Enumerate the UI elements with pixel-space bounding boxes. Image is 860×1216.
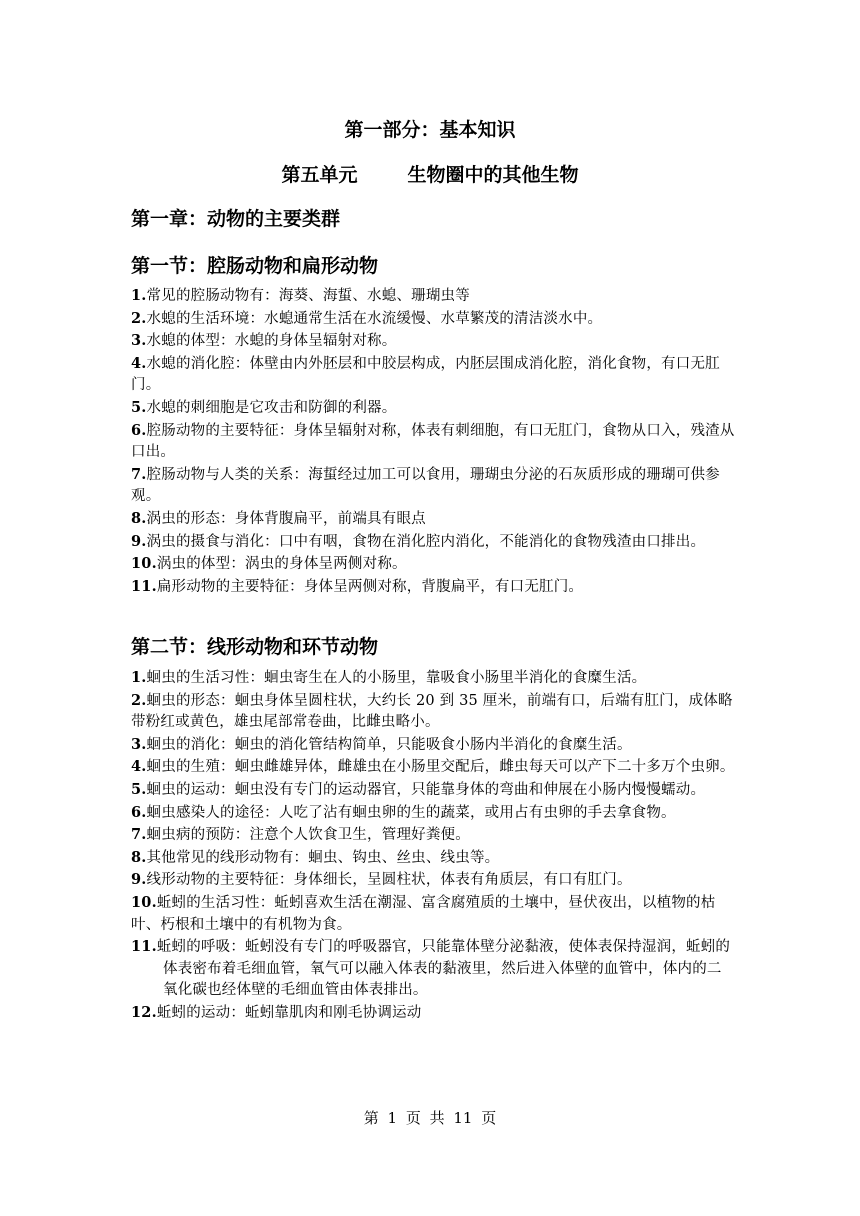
list-item (131, 802, 736, 825)
item-text: 其他常见的线形动物有：蛔虫、钩虫、丝虫、线虫等。 (146, 849, 500, 866)
item-text: 蛔虫的生殖：蛔虫雌雄异体，雌雄虫在小肠里交配后，雌虫每天可以产下二十多万个虫卵。 (146, 759, 735, 776)
list-item (131, 508, 736, 531)
item-number: 12. (131, 1003, 157, 1021)
item-number: 3. (131, 332, 147, 350)
item-text: 水螅的生活环境：水螅通常生活在水流缓慢、水草繁茂的清洁淡水中。 (146, 310, 603, 327)
unit-number: 第五单元 (281, 164, 358, 186)
section-2-list (131, 667, 736, 1025)
list-item (131, 779, 736, 802)
list-item (131, 847, 736, 870)
item-text: 水螅的体型：水螅的身体呈辐射对称。 (146, 333, 397, 350)
item-number: 1. (131, 669, 147, 686)
list-item (131, 285, 736, 308)
item-text: 水螅的消化腔：体壁由内外胚层和中胶层构成，内胚层围成消化腔，消化食物，有口无肛门。 (131, 355, 720, 394)
item-text: 蛔虫病的预防：注意个人饮食卫生，管理好粪便。 (146, 827, 470, 844)
item-text: 涡虫的形态：身体背腹扁平，前端具有眼点 (146, 510, 426, 527)
item-number: 7. (131, 826, 147, 844)
item-number: 11. (131, 577, 157, 595)
item-text: 蛔虫的消化：蛔虫的消化管结构简单，只能吸食小肠内半消化的食糜生活。 (146, 736, 632, 753)
item-number: 10. (131, 893, 157, 911)
item-text: 腔肠动物与人类的关系：海蜇经过加工可以食用，珊瑚虫分泌的石灰质形成的珊瑚可供参观。 (131, 466, 720, 505)
item-text: 蛔虫的运动：蛔虫没有专门的运动器官，只能靠身体的弯曲和伸展在小肠内慢慢蠕动。 (146, 781, 706, 798)
item-text: 蚯蚓的运动：蚯蚓靠肌肉和刚毛协调运动 (156, 1004, 422, 1021)
item-number: 6. (131, 803, 147, 821)
section-1-title: 第一节：腔肠动物和扁形动物 (131, 255, 379, 277)
list-item (131, 420, 736, 464)
item-number: 4. (131, 354, 147, 372)
item-number: 7. (131, 465, 147, 483)
list-item (131, 464, 736, 508)
list-item (131, 734, 736, 757)
item-text: 蛔虫的生活习性：蛔虫寄生在人的小肠里，靠吸食小肠里半消化的食糜生活。 (146, 670, 647, 686)
item-number: 6. (131, 421, 147, 439)
list-item (131, 892, 736, 936)
item-number: 11. (131, 938, 157, 956)
item-number: 5. (131, 398, 147, 416)
list-item (131, 397, 736, 420)
list-item (131, 824, 736, 847)
item-number: 10. (131, 555, 157, 573)
item-number: 2. (131, 691, 147, 709)
list-item (131, 667, 736, 690)
unit-title (0, 160, 860, 187)
section-1-list (131, 285, 736, 598)
list-item (131, 690, 736, 734)
item-number: 4. (131, 758, 147, 776)
page-footer: 第 1 页 共 11 页 (363, 1109, 497, 1127)
item-text: 蛔虫感染人的途径：人吃了沾有蛔虫卵的生的蔬菜，或用占有虫卵的手去拿食物。 (146, 804, 676, 821)
list-item (131, 553, 736, 576)
item-text: 蚯蚓的生活习性：蚯蚓喜欢生活在潮湿、富含腐殖质的土壤中，昼伏夜出，以植物的枯叶、朽根和土壤中的有机物为食。 (131, 894, 716, 933)
part-title: 第一部分：基本知识 (344, 119, 516, 141)
list-item (131, 756, 736, 779)
item-text: 常见的腔肠动物有：海葵、海蜇、水螅、珊瑚虫等 (146, 288, 470, 304)
item-number: 9. (131, 871, 147, 889)
item-number: 8. (131, 509, 147, 527)
list-item (131, 936, 736, 1002)
list-item (131, 353, 736, 397)
list-item (131, 531, 736, 554)
item-number: 1. (131, 287, 147, 304)
item-text: 腔肠动物的主要特征：身体呈辐射对称，体表有刺细胞，有口无肛门，食物从口入，残渣从口出。 (131, 422, 735, 461)
item-text: 水螅的刺细胞是它攻击和防御的利器。 (146, 399, 397, 416)
item-text: 涡虫的摄食与消化：口中有咽，食物在消化腔内消化，不能消化的食物残渣由口排出。 (146, 533, 706, 550)
unit-name: 生物圈中的其他生物 (407, 164, 579, 186)
item-number: 8. (131, 848, 147, 866)
item-number: 9. (131, 532, 147, 550)
section-2-title: 第二节：线形动物和环节动物 (131, 636, 379, 658)
list-item (131, 308, 736, 331)
list-item (131, 330, 736, 353)
item-text: 涡虫的体型：涡虫的身体呈两侧对称。 (156, 556, 407, 573)
item-number: 5. (131, 780, 147, 798)
item-number: 3. (131, 735, 147, 753)
chapter-title: 第一章：动物的主要类群 (131, 208, 341, 230)
list-item (131, 576, 736, 599)
item-text: 蛔虫的形态：蛔虫身体呈圆柱状，大约长 20 到 35 厘米，前端有口，后端有肛门，成体略带粉红或黄色，雄虫尾部常卷曲，比雌虫略小。 (131, 692, 733, 731)
item-text: 线形动物的主要特征：身体细长，呈圆柱状，体表有角质层，有口有肛门。 (146, 872, 632, 889)
list-item (131, 1002, 736, 1025)
item-text: 扁形动物的主要特征：身体呈两侧对称，背腹扁平，有口无肛门。 (156, 578, 584, 595)
item-number: 2. (131, 309, 147, 327)
list-item (131, 869, 736, 892)
item-text: 蚯蚓的呼吸：蚯蚓没有专门的呼吸器官，只能靠体壁分泌黏液，使体表保持湿润，蚯蚓的体表密布着毛细血管，氧气可以融入体表的黏液里，然后进入体壁的血管中，体内的二氧化碳也经体壁的毛细血管由体表排出。 (156, 939, 731, 999)
